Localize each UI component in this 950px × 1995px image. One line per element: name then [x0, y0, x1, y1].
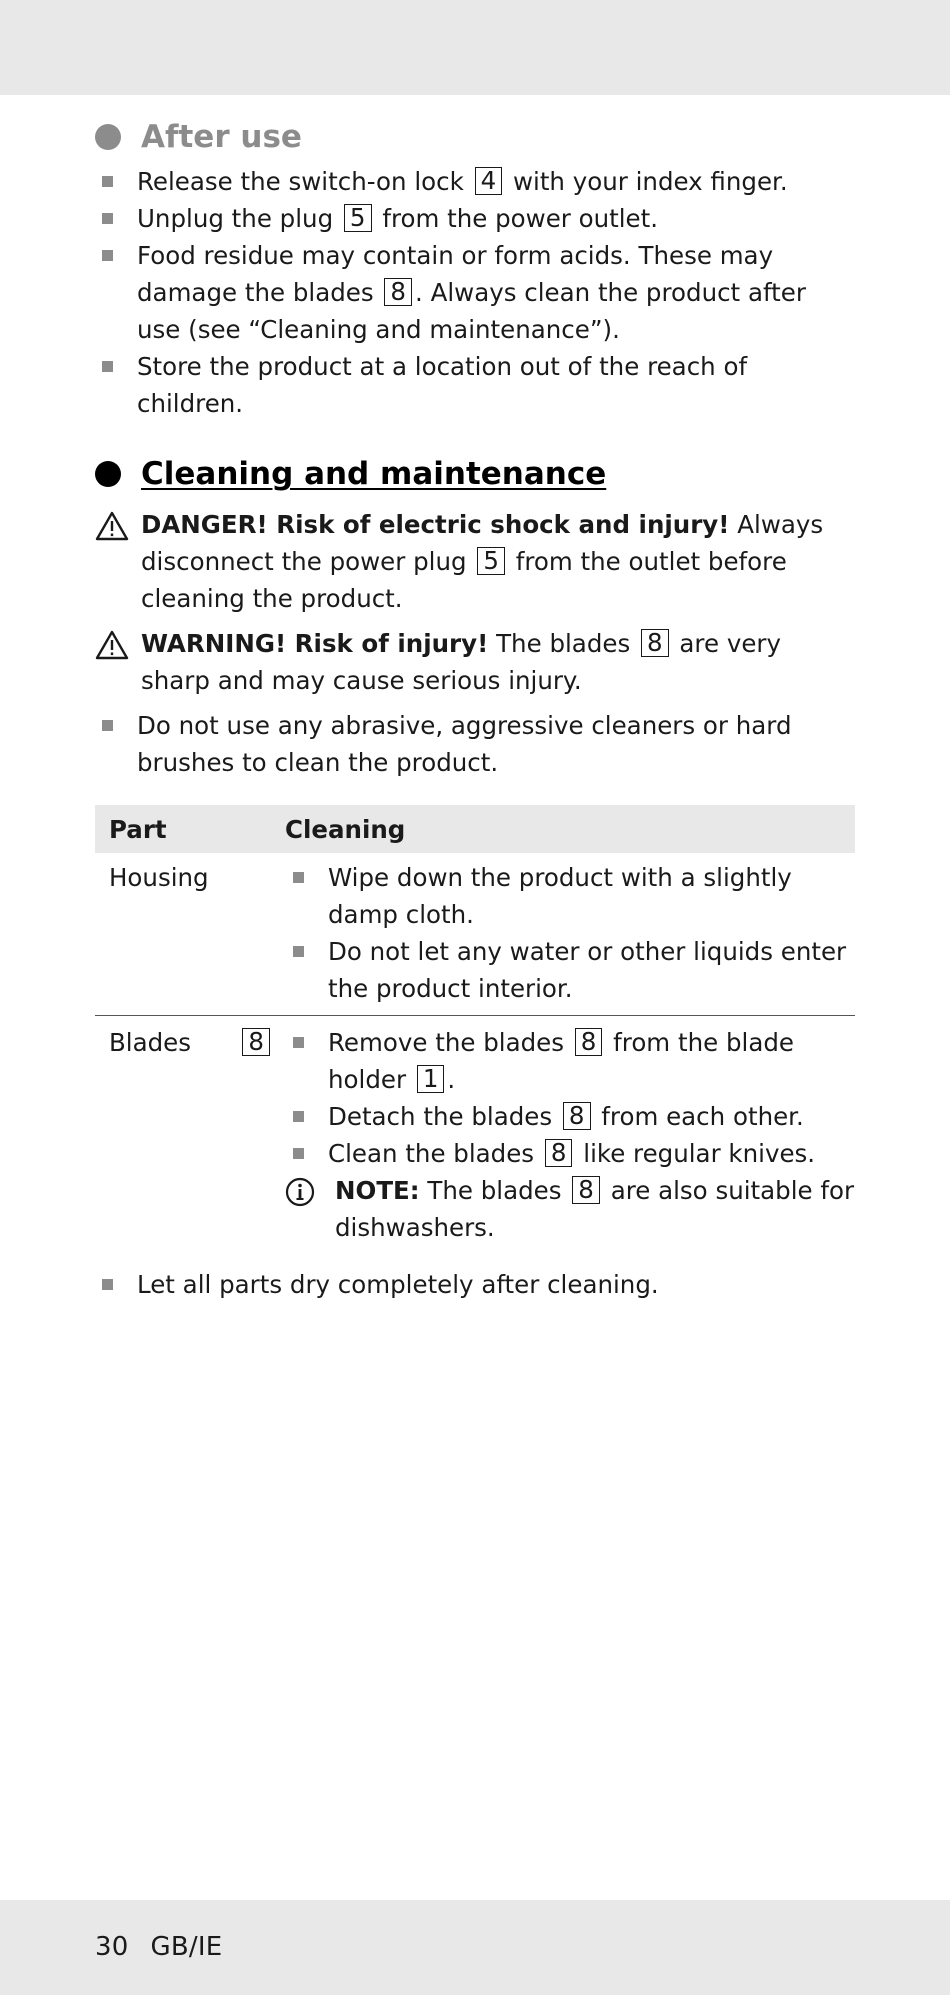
- square-bullet-icon: [293, 1111, 304, 1122]
- part-name: Housing: [109, 863, 209, 892]
- after-use-list: [95, 163, 855, 422]
- part-ref: 8: [575, 1028, 603, 1056]
- list-item: Let all parts dry completely after cleaning.: [95, 1266, 855, 1303]
- list-item: Unplug the plug 5 from the power outlet.: [95, 200, 855, 237]
- square-bullet-icon: [102, 1279, 113, 1290]
- page-content: [95, 95, 855, 1303]
- top-band: [0, 0, 950, 95]
- part-ref: 5: [344, 204, 372, 232]
- square-bullet-icon: [102, 176, 113, 187]
- list-item: Wipe down the product with a slightly damp cloth.: [285, 859, 855, 933]
- cleaning-title: Cleaning and maintenance: [141, 456, 607, 492]
- square-bullet-icon: [293, 872, 304, 883]
- cleaning-heading: [95, 456, 855, 492]
- table-row: [95, 853, 855, 1016]
- square-bullet-icon: [293, 1037, 304, 1048]
- info-icon: [285, 1177, 315, 1207]
- square-bullet-icon: [293, 946, 304, 957]
- warning-triangle-icon: [95, 630, 129, 660]
- table-header: [95, 805, 855, 853]
- warning-notice: WARNING! Risk of injury! The blades 8 are very sharp and may cause serious injury.: [95, 625, 855, 699]
- part-ref: 8: [572, 1176, 600, 1204]
- danger-notice: DANGER! Risk of electric shock and injury! Always disconnect the power plug 5 from the outlet before cleaning the product.: [95, 506, 855, 617]
- note: NOTE: The blades 8 are also suitable for dishwashers.: [285, 1172, 855, 1246]
- part-ref: 8: [641, 629, 669, 657]
- heading-dot-icon: [95, 461, 121, 487]
- part-name: Blades: [109, 1028, 192, 1057]
- square-bullet-icon: [102, 213, 113, 224]
- list-item: Store the product at a location out of the reach of children.: [95, 348, 855, 422]
- after-use-title: After use: [141, 119, 302, 155]
- header-cleaning: Cleaning: [285, 814, 406, 844]
- locale-code: GB/IE: [150, 1932, 223, 1962]
- header-part: Part: [109, 814, 167, 844]
- table-row: [95, 1016, 855, 1254]
- heading-dot-icon: [95, 124, 121, 150]
- list-item: Clean the blades 8 like regular knives.: [285, 1135, 855, 1172]
- square-bullet-icon: [293, 1148, 304, 1159]
- square-bullet-icon: [102, 720, 113, 731]
- list-item: Do not use any abrasive, aggressive cleaners or hard brushes to clean the product.: [95, 707, 855, 781]
- page-footer: [95, 1932, 244, 1962]
- list-item: Remove the blades 8 from the blade holder 1 .: [285, 1024, 855, 1098]
- list-item: Release the switch-on lock 4 with your index finger.: [95, 163, 855, 200]
- part-ref: 8: [242, 1028, 270, 1056]
- part-ref: 4: [475, 167, 503, 195]
- part-ref: 5: [477, 547, 505, 575]
- part-ref: 8: [384, 278, 412, 306]
- part-ref: 8: [545, 1139, 573, 1167]
- list-item: Food residue may contain or form acids. These may damage the blades 8 . Always clean the product after use (see “Cleaning and maintenance”).: [95, 237, 855, 348]
- page-number: 30: [95, 1932, 129, 1962]
- part-ref: 1: [417, 1065, 445, 1093]
- square-bullet-icon: [102, 361, 113, 372]
- list-item: Do not let any water or other liquids enter the product interior.: [285, 933, 855, 1007]
- list-item: Detach the blades 8 from each other.: [285, 1098, 855, 1135]
- warning-triangle-icon: [95, 511, 129, 541]
- part-ref: 8: [563, 1102, 591, 1130]
- square-bullet-icon: [102, 250, 113, 261]
- cleaning-table: [95, 805, 855, 1254]
- after-use-heading: [95, 119, 855, 155]
